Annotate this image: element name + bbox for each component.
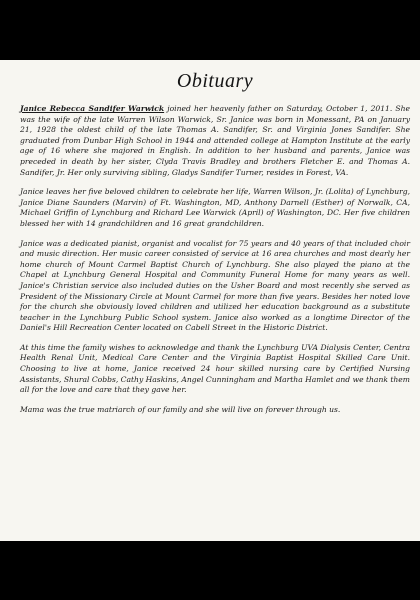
deceased-name: Janice Rebecca Sandifer Warwick	[20, 104, 165, 113]
paragraph-family: Janice leaves her five beloved children to celebrate her life, Warren Wilson, Jr. (Lolita) of Lynchburg, Janice Diane Saunders (Marvin) of Ft. Washington, MD, Anthony Darnell (Esther) of Norwalk, CA, Michael Griffin of Lynchburg and Richard Lee Warwick (April) of Washington, DC. Her five children blessed her with 14 grandchildren and 16 great grandchildren.	[20, 187, 410, 228]
paragraph-biography	[20, 104, 410, 178]
paragraph-biography-text: joined her heavenly father on Saturday, October 1, 2011. She was the wife of the late Warren Wilson Warwick, Sr. Janice was born in Monessant, PA on January 21, 1928 the oldest child of the late Thomas A. Sandifer, Sr. and Virginia Jones Sandifer. She graduated from Dunbar High School in 1944 and attended college at Hampton Institute at the early age of 16 where she majored in English. In addition to her husband and parents, Janice was preceded in death by her sister, Clyda Travis Bradley and brothers Fletcher E. and Thomas A. Sandifer, Jr. Her only surviving sibling, Gladys Sandifer Turner, resides in Forest, VA.	[20, 104, 410, 177]
paragraph-career: Janice was a dedicated pianist, organist and vocalist for 75 years and 40 years of that included choir and music direction. Her music career consisted of service at 16 area churches and most dearly her home church of Mount Carmel Baptist Church of Lynchburg. She also played the piano at the Chapel at Lynchburg General Hospital and Community Funeral Home for many years as well. Janice's Christian service also included duties on the Usher Board and most recently she served as President of the Missionary Circle at Mount Carmel for more than five years. Besides her noted love for the church she obviously loved children and utilized her education background as a substitute teacher in the Lynchburg Public School system. Janice also worked as a longtime Director of the Daniel's Hill Recreation Center located on Cabell Street in the Historic District.	[20, 238, 410, 333]
obituary-document	[0, 60, 420, 541]
document-title: Obituary	[176, 70, 254, 92]
paragraph-closing: Mama was the true matriarch of our family and she will live on forever through us.	[20, 404, 341, 414]
paragraph-acknowledgement: At this time the family wishes to acknowledge and thank the Lynchburg UVA Dialysis Center, Centra Health Renal Unit, Medical Care Center and the Virginia Baptist Hospital Skilled Care Unit. Choosing to live at home, Janice received 24 hour skilled nursing care by Certified Nursing Assistants, Shural Cobbs, Cathy Haskins, Angel Cunningham and Martha Hamlet and we thank them all for the love and care that they gave her.	[20, 342, 410, 395]
